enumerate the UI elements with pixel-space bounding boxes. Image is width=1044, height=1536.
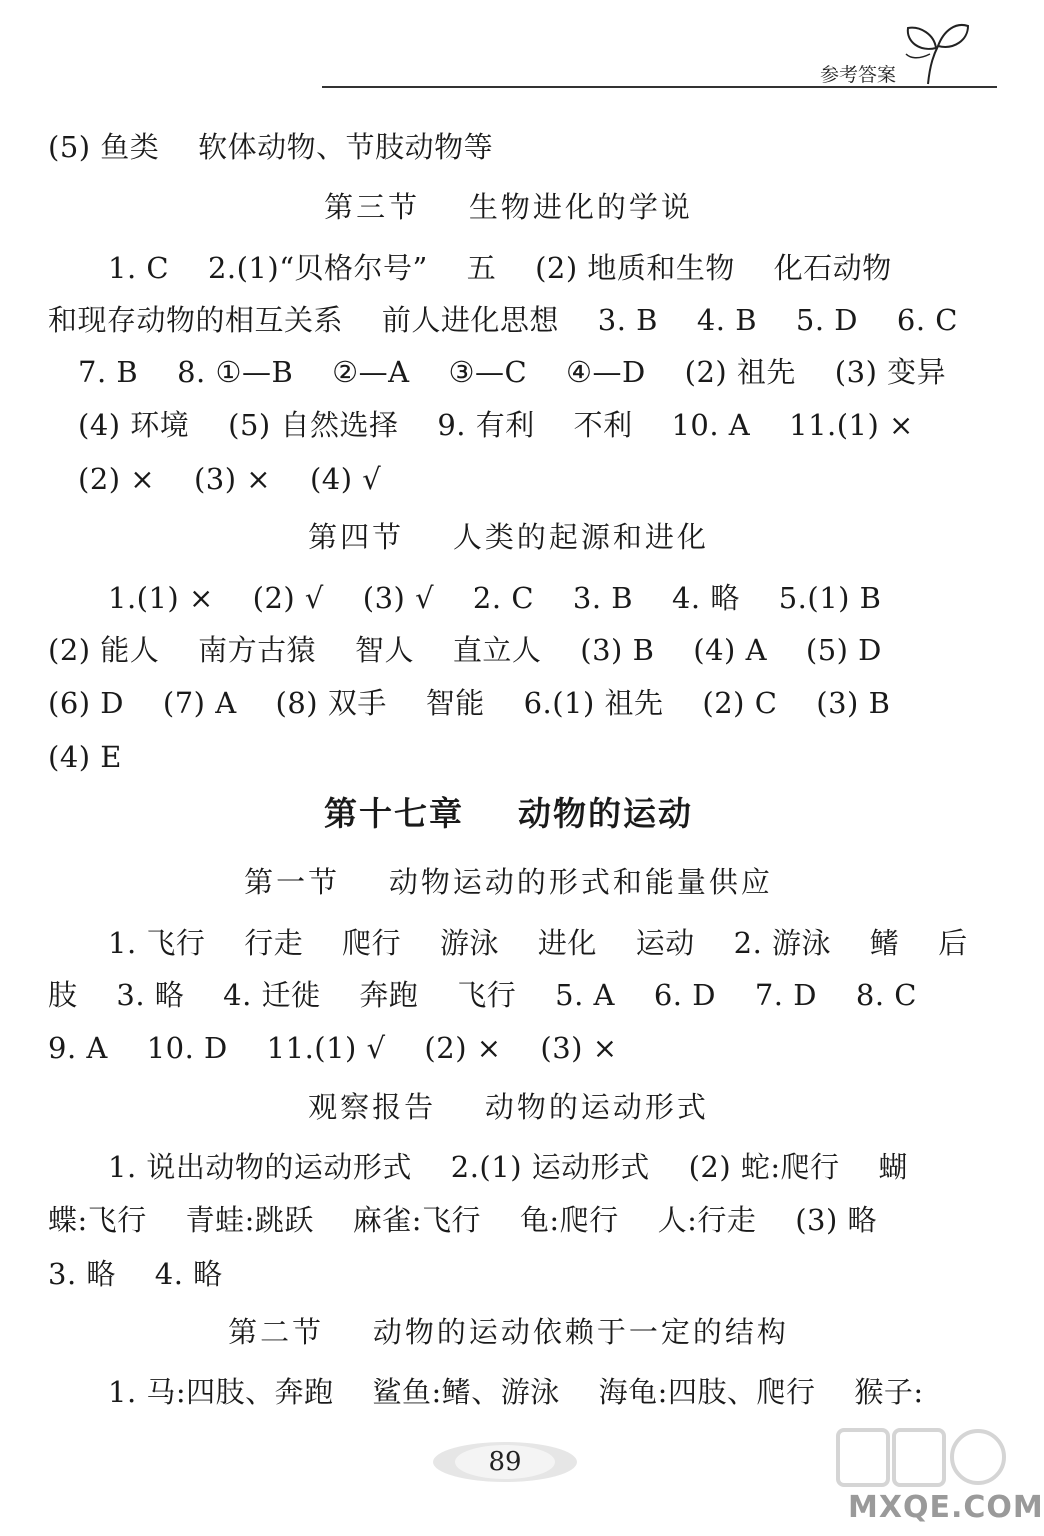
answer-line: 7. B 8. ①—B ②—A ③—C ④—D (2) 祖先 (3) 变异 bbox=[78, 355, 947, 389]
answer-line: 1. 飞行 行走 爬行 游泳 进化 运动 2. 游泳 鳍 后 bbox=[108, 926, 968, 960]
watermark-text: MXQE.COM bbox=[848, 1490, 1044, 1525]
answer-line: (6) D (7) A (8) 双手 智能 6.(1) 祖先 (2) C (3) B bbox=[48, 686, 891, 720]
answer-line: 和现存动物的相互关系 前人进化思想 3. B 4. B 5. D 6. C bbox=[48, 303, 958, 337]
answer-line: (4) E bbox=[48, 740, 122, 774]
section-heading: 第一节 动物运动的形式和能量供应 bbox=[244, 865, 773, 899]
answer-line: 1. C 2.(1)“贝格尔号” 五 (2) 地质和生物 化石动物 bbox=[108, 251, 892, 285]
answer-line: 蝶:飞行 青蛙:跳跃 麻雀:飞行 龟:爬行 人:行走 (3) 略 bbox=[48, 1203, 878, 1237]
section-heading: 第二节 动物的运动依赖于一定的结构 bbox=[228, 1315, 789, 1349]
section-heading: 第四节 人类的起源和进化 bbox=[308, 520, 709, 554]
answer-line: 1. 说出动物的运动形式 2.(1) 运动形式 (2) 蛇:爬行 蝴 bbox=[108, 1150, 909, 1184]
answer-line: 3. 略 4. 略 bbox=[48, 1257, 223, 1291]
page-header bbox=[0, 0, 1017, 100]
answer-line: (4) 环境 (5) 自然选择 9. 有利 不利 10. A 11.(1) × bbox=[78, 408, 914, 442]
answer-line: 9. A 10. D 11.(1) √ (2) × (3) × bbox=[48, 1031, 618, 1065]
page-number: 89 bbox=[488, 1447, 522, 1477]
header-label: 参考答案 bbox=[820, 64, 897, 86]
answer-line: (2) × (3) × (4) √ bbox=[78, 462, 382, 496]
chapter-heading: 第十七章 动物的运动 bbox=[324, 794, 693, 833]
section-heading: 第三节 生物进化的学说 bbox=[324, 190, 693, 224]
page-number-badge bbox=[430, 1437, 580, 1487]
leaf-icon bbox=[900, 14, 975, 86]
section-heading: 观察报告 动物的运动形式 bbox=[308, 1090, 709, 1124]
answer-line: 1.(1) × (2) √ (3) √ 2. C 3. B 4. 略 5.(1) B bbox=[108, 581, 882, 615]
answer-line: 肢 3. 略 4. 迁徙 奔跑 飞行 5. A 6. D 7. D 8. C bbox=[48, 978, 917, 1012]
answer-line: 1. 马:四肢、奔跑 鲨鱼:鳍、游泳 海龟:四肢、爬行 猴子: bbox=[108, 1375, 924, 1409]
answer-line: (2) 能人 南方古猿 智人 直立人 (3) B (4) A (5) D bbox=[48, 633, 882, 667]
answer-line: (5) 鱼类 软体动物、节肢动物等 bbox=[48, 130, 494, 164]
